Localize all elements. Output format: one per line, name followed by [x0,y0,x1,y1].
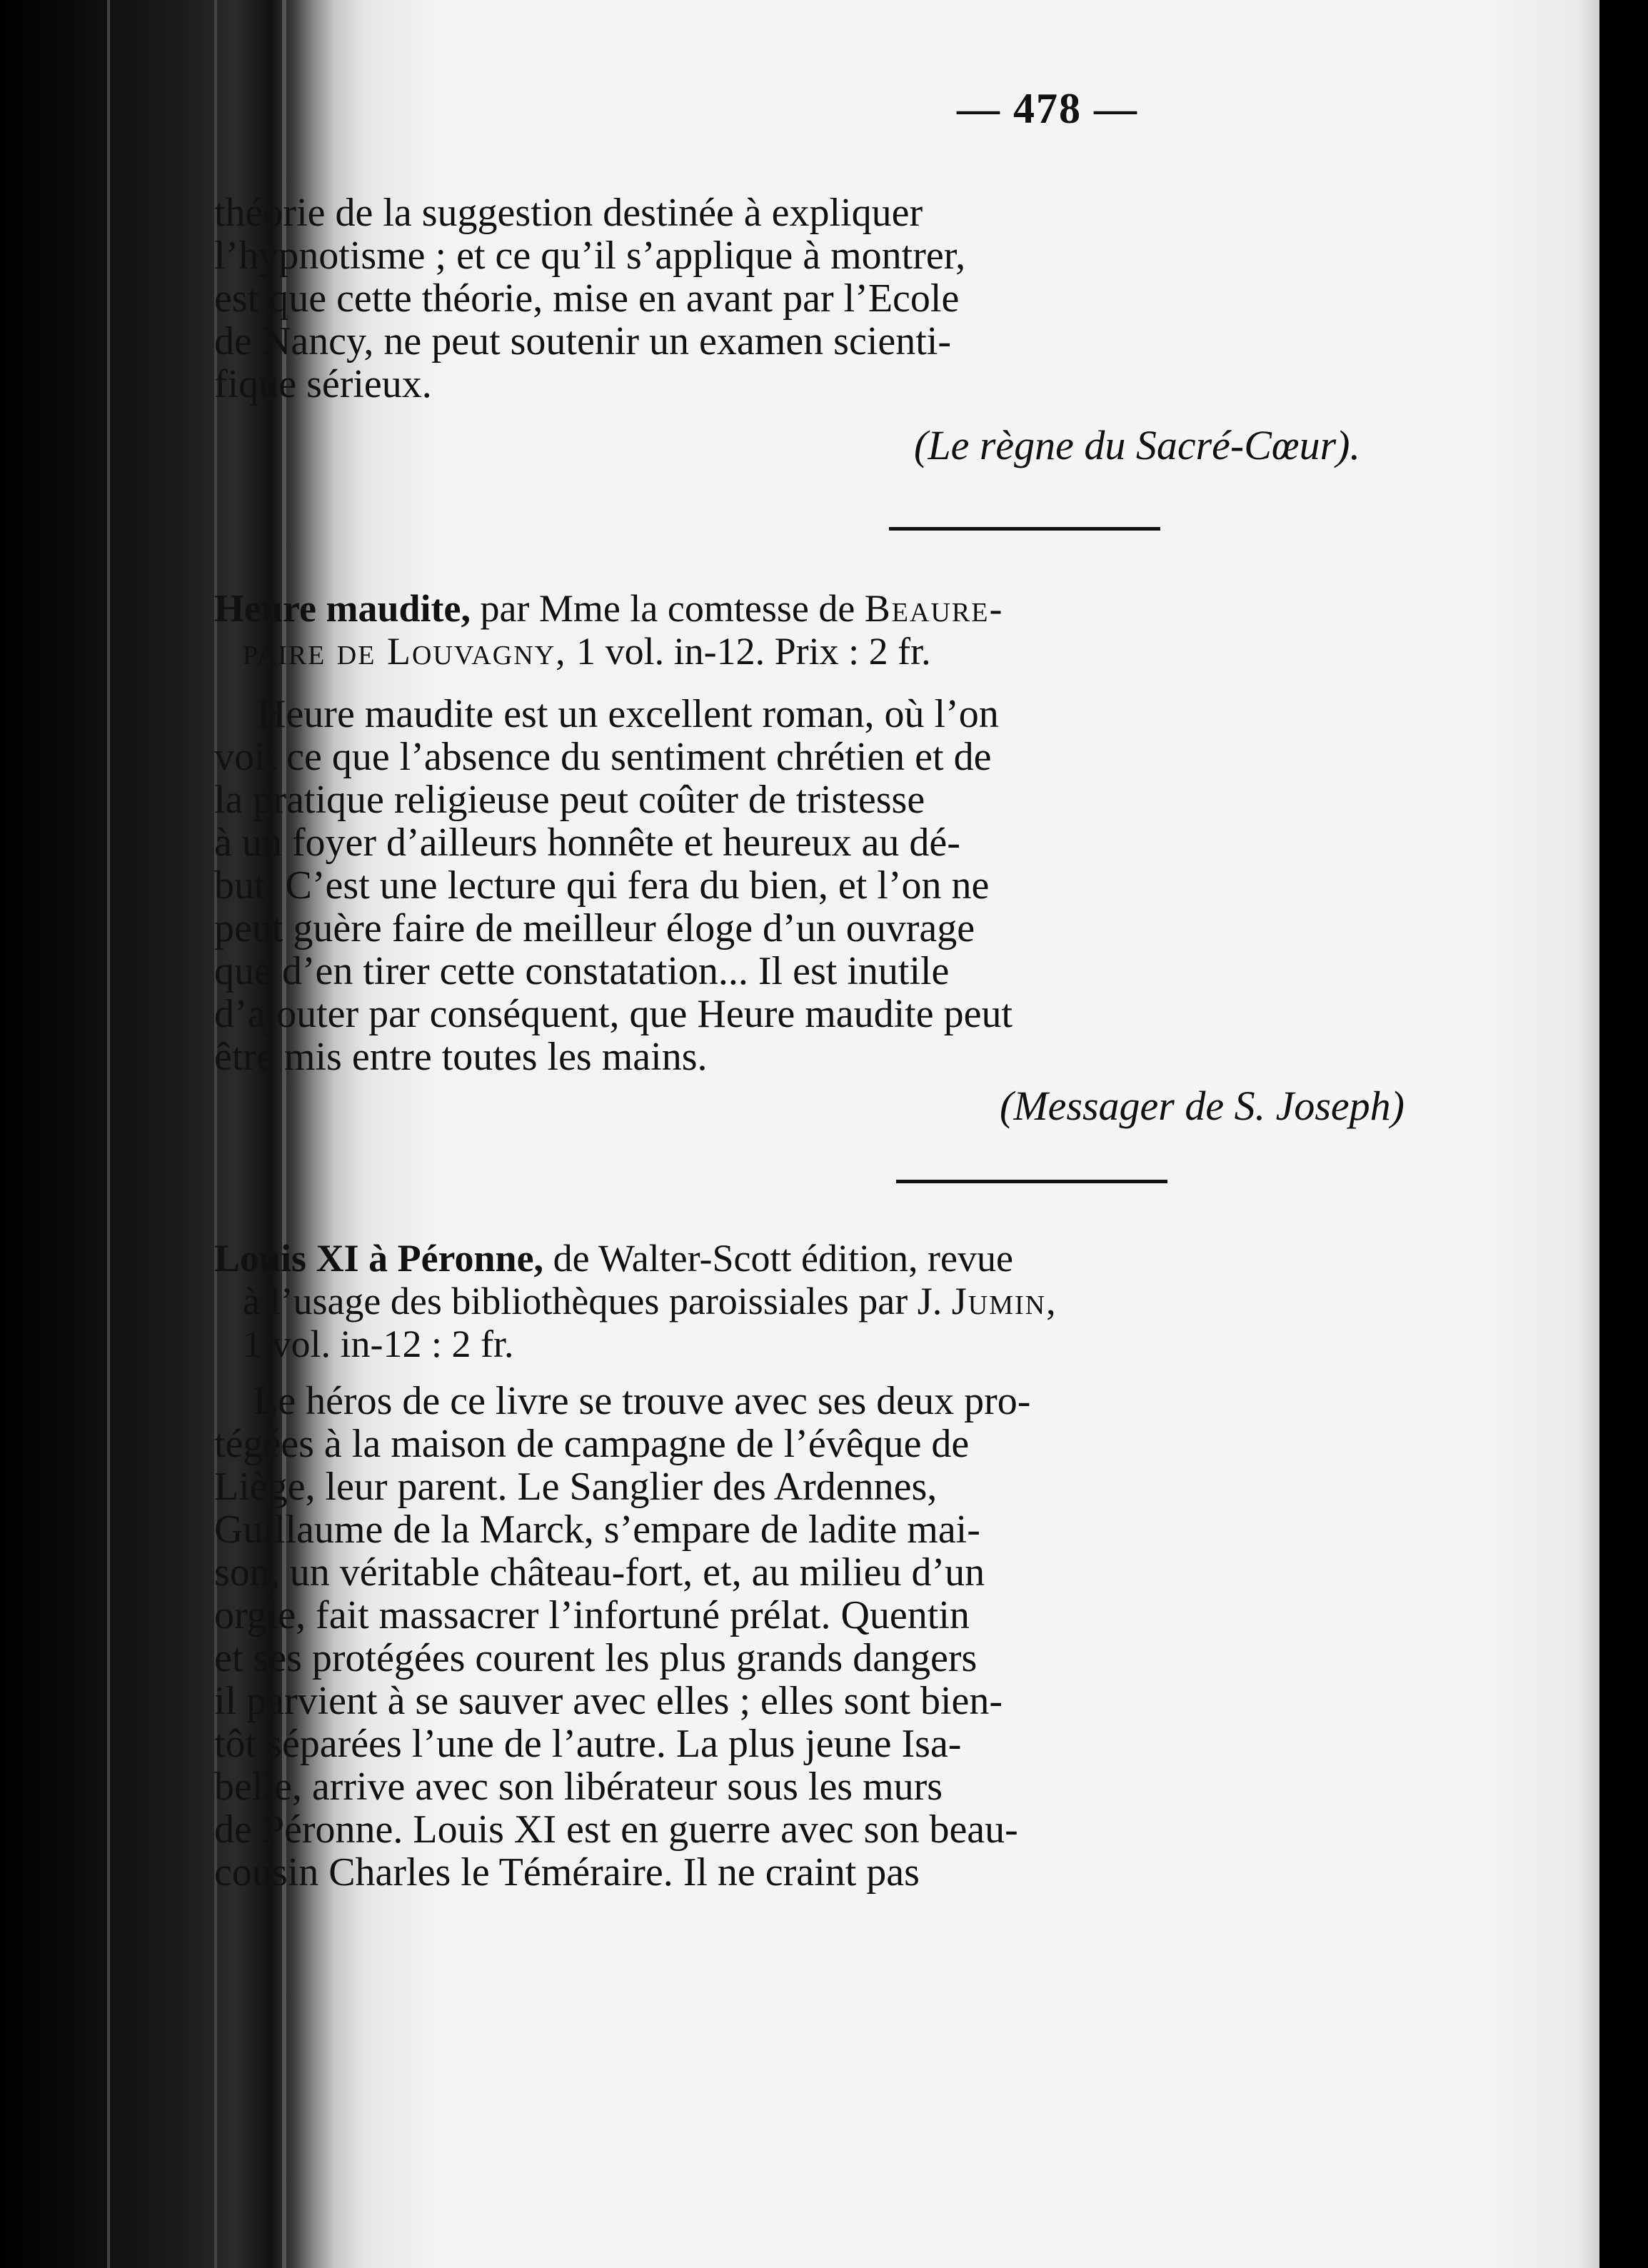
book-details: 1 vol. in-12. Prix : 2 fr. [576,630,931,673]
text-line: il parvient à se sauver avec elles ; elles sont bien- [214,1679,1003,1723]
text-line: à un foyer d’ailleurs honnête et heureux au dé- [214,821,960,865]
text-line: la pratique religieuse peut coûter de tristesse [214,778,925,822]
text-line: que d’en tirer cette constatation... Il est inutile [214,949,950,993]
opening-paragraph [214,191,1307,406]
text-line: fique sérieux. [214,362,432,406]
byline: par Mme la comtesse de [480,587,855,630]
source-citation: (Le règne du Sacré-Cœur). [914,422,1361,468]
byline: de Walter-Scott édition, revue [553,1237,1013,1280]
text-line: but. C’est une lecture qui fera du bien, et l’on ne [214,863,990,908]
text-line: Guillaume de la Marck, s’empare de ladite mai- [214,1507,980,1552]
book-entry-heading [214,587,1307,673]
author-name: paire de Louvagny, [243,630,567,673]
text-line: Le héros de ce livre se trouve avec ses deux pro- [253,1379,1031,1423]
text-line: peut guère faire de meilleur éloge d’un ouvrage [214,906,975,950]
section-divider [889,527,1160,531]
page-edge-shadow [1599,0,1648,2268]
text-line: voit ce que l’absence du sentiment chrétien et de [214,735,992,779]
review-body [214,693,1307,1078]
page-number: — 478 — [957,85,1138,132]
text-line: orgie, fait massacrer l’infortuné prélat. Quentin [214,1593,970,1637]
text-line: être mis entre toutes les mains. [214,1035,708,1079]
section-divider [896,1180,1167,1183]
text-line: belle, arrive avec son libérateur sous les murs [214,1765,943,1809]
author-name: Jumin, [951,1280,1057,1323]
byline: à l’usage des bibliothèques paroissiales par J. [243,1280,943,1323]
book-entry-heading [214,1237,1307,1365]
text-line: tégées à la maison de campagne de l’évêque de [214,1422,970,1466]
source-citation: (Messager de S. Joseph) [1000,1083,1405,1129]
text-line: cousin Charles le Téméraire. Il ne craint pas [214,1850,920,1895]
text-line: tôt séparées l’une de l’autre. La plus jeune Isa- [214,1722,962,1766]
book-title: Louis XI à Péronne, [214,1237,544,1280]
text-line: de Péronne. Louis XI est en guerre avec son beau- [214,1807,1018,1852]
text-line: théorie de la suggestion destinée à expliquer [214,191,923,235]
text-line: son, un véritable château-fort, et, au milieu d’un [214,1550,985,1595]
spine-crease [107,0,110,2268]
author-name: Beaure- [864,587,1004,630]
text-line: est que cette théorie, mise en avant par l’Ecole [214,276,960,321]
text-line: de Nancy, ne peut soutenir un examen scienti- [214,319,952,363]
text-line: Liège, leur parent. Le Sanglier des Ardennes, [214,1465,938,1509]
text-line: l’hypnotisme ; et ce qu’il s’applique à montrer, [214,234,966,278]
text-line: et ses protégées courent les plus grands dangers [214,1636,978,1680]
text-line: Heure maudite est un excellent roman, où l’on [257,692,999,736]
text-line: d’ajouter par conséquent, que Heure maudite peut [214,992,1013,1036]
book-title: Heure maudite, [214,587,471,630]
book-details: 1 vol. in-12 : 2 fr. [243,1323,514,1365]
review-body [214,1380,1307,1894]
